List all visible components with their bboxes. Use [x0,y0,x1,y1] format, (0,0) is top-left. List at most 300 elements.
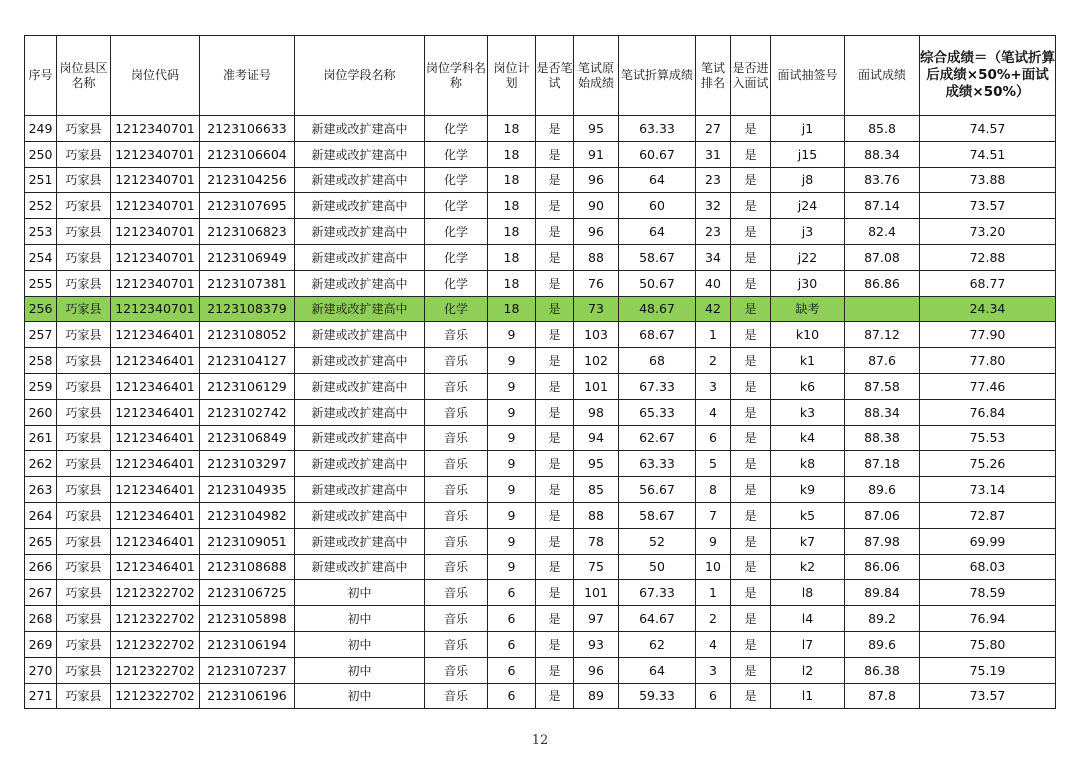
cell-post-code: 1212340701 [111,244,200,270]
cell-seq: 270 [25,657,57,683]
cell-written-rank: 23 [696,167,731,193]
cell-written-flag: 是 [536,373,574,399]
cell-written-converted: 67.33 [619,373,696,399]
cell-post-code: 1212346401 [111,554,200,580]
table-row [25,528,1056,554]
header-plan: 岗位计划 [488,36,536,116]
cell-total-score: 72.88 [920,244,1056,270]
cell-written-converted: 56.67 [619,477,696,503]
cell-county: 巧家县 [57,116,111,142]
cell-written-rank: 1 [696,580,731,606]
cell-draw-number: k7 [771,528,845,554]
cell-interview-score: 89.2 [845,606,920,632]
table-row [25,683,1056,709]
cell-interview-flag: 是 [731,219,771,245]
cell-county: 巧家县 [57,657,111,683]
cell-post-code: 1212322702 [111,631,200,657]
cell-county: 巧家县 [57,399,111,425]
cell-interview-flag: 是 [731,270,771,296]
cell-ticket-number: 2123102742 [200,399,295,425]
cell-plan: 9 [488,399,536,425]
cell-subject: 化学 [425,296,488,322]
cell-written-flag: 是 [536,477,574,503]
header-row [25,36,1056,116]
cell-written-rank: 8 [696,477,731,503]
cell-seq: 261 [25,425,57,451]
cell-total-score: 77.80 [920,348,1056,374]
cell-ticket-number: 2123104982 [200,502,295,528]
cell-interview-flag: 是 [731,502,771,528]
cell-post-code: 1212322702 [111,606,200,632]
cell-written-raw: 95 [574,451,619,477]
cell-seq: 267 [25,580,57,606]
cell-written-flag: 是 [536,167,574,193]
table-row [25,244,1056,270]
cell-draw-number: k9 [771,477,845,503]
cell-school-level: 初中 [295,631,425,657]
cell-written-converted: 68.67 [619,322,696,348]
cell-plan: 18 [488,116,536,142]
cell-written-rank: 23 [696,219,731,245]
cell-seq: 257 [25,322,57,348]
cell-written-raw: 94 [574,425,619,451]
cell-county: 巧家县 [57,348,111,374]
cell-written-converted: 50.67 [619,270,696,296]
cell-post-code: 1212340701 [111,296,200,322]
cell-ticket-number: 2123108052 [200,322,295,348]
cell-plan: 9 [488,425,536,451]
cell-county: 巧家县 [57,451,111,477]
header-written-converted: 笔试折算成绩 [619,36,696,116]
cell-draw-number: k5 [771,502,845,528]
results-table [24,35,1056,709]
header-written-raw: 笔试原始成绩 [574,36,619,116]
cell-ticket-number: 2123108688 [200,554,295,580]
cell-subject: 音乐 [425,477,488,503]
cell-written-converted: 64.67 [619,606,696,632]
cell-school-level: 初中 [295,580,425,606]
cell-written-converted: 67.33 [619,580,696,606]
cell-seq: 251 [25,167,57,193]
cell-written-raw: 78 [574,528,619,554]
cell-plan: 18 [488,193,536,219]
cell-draw-number: k6 [771,373,845,399]
cell-post-code: 1212322702 [111,683,200,709]
cell-seq: 250 [25,141,57,167]
cell-written-flag: 是 [536,270,574,296]
header-subject: 岗位学科名称 [425,36,488,116]
cell-total-score: 69.99 [920,528,1056,554]
cell-county: 巧家县 [57,606,111,632]
cell-written-rank: 6 [696,425,731,451]
table-row [25,425,1056,451]
cell-school-level: 初中 [295,683,425,709]
cell-plan: 6 [488,657,536,683]
cell-interview-flag: 是 [731,193,771,219]
cell-ticket-number: 2123107381 [200,270,295,296]
cell-plan: 18 [488,219,536,245]
header-total-score: 综合成绩＝（笔试折算后成绩×50%+面试成绩×50%） [920,36,1056,116]
cell-written-converted: 50 [619,554,696,580]
cell-post-code: 1212322702 [111,580,200,606]
table-row [25,116,1056,142]
cell-county: 巧家县 [57,141,111,167]
cell-written-rank: 40 [696,270,731,296]
cell-written-converted: 58.67 [619,244,696,270]
cell-school-level: 新建或改扩建高中 [295,141,425,167]
cell-written-converted: 64 [619,219,696,245]
cell-interview-flag: 是 [731,477,771,503]
cell-interview-flag: 是 [731,528,771,554]
cell-interview-score: 86.86 [845,270,920,296]
cell-seq: 260 [25,399,57,425]
cell-county: 巧家县 [57,244,111,270]
cell-draw-number: j8 [771,167,845,193]
cell-written-converted: 65.33 [619,399,696,425]
table-body [25,116,1056,709]
cell-interview-flag: 是 [731,399,771,425]
cell-written-raw: 93 [574,631,619,657]
cell-subject: 化学 [425,116,488,142]
cell-draw-number: l8 [771,580,845,606]
cell-written-flag: 是 [536,219,574,245]
cell-county: 巧家县 [57,528,111,554]
cell-school-level: 新建或改扩建高中 [295,116,425,142]
cell-draw-number: j3 [771,219,845,245]
table-row [25,141,1056,167]
cell-total-score: 73.88 [920,167,1056,193]
cell-written-raw: 102 [574,348,619,374]
cell-draw-number: k1 [771,348,845,374]
cell-written-rank: 1 [696,322,731,348]
table-row [25,296,1056,322]
cell-written-converted: 52 [619,528,696,554]
cell-plan: 18 [488,296,536,322]
cell-written-rank: 32 [696,193,731,219]
cell-draw-number: 缺考 [771,296,845,322]
cell-written-raw: 89 [574,683,619,709]
cell-school-level: 初中 [295,606,425,632]
cell-total-score: 68.03 [920,554,1056,580]
cell-post-code: 1212346401 [111,373,200,399]
cell-post-code: 1212346401 [111,322,200,348]
cell-written-raw: 73 [574,296,619,322]
cell-written-flag: 是 [536,606,574,632]
cell-school-level: 新建或改扩建高中 [295,502,425,528]
cell-ticket-number: 2123106949 [200,244,295,270]
cell-plan: 9 [488,502,536,528]
cell-seq: 271 [25,683,57,709]
cell-total-score: 73.57 [920,193,1056,219]
table-row [25,348,1056,374]
header-ticket-number: 准考证号 [200,36,295,116]
cell-written-converted: 62 [619,631,696,657]
table-row [25,502,1056,528]
cell-interview-flag: 是 [731,683,771,709]
cell-interview-flag: 是 [731,606,771,632]
cell-ticket-number: 2123106196 [200,683,295,709]
cell-seq: 254 [25,244,57,270]
cell-plan: 6 [488,631,536,657]
cell-post-code: 1212340701 [111,270,200,296]
cell-plan: 9 [488,554,536,580]
cell-ticket-number: 2123107237 [200,657,295,683]
cell-county: 巧家县 [57,270,111,296]
header-seq: 序号 [25,36,57,116]
cell-written-flag: 是 [536,683,574,709]
cell-draw-number: l7 [771,631,845,657]
cell-interview-flag: 是 [731,451,771,477]
table-row [25,606,1056,632]
cell-plan: 18 [488,244,536,270]
cell-written-raw: 96 [574,657,619,683]
cell-school-level: 新建或改扩建高中 [295,296,425,322]
cell-ticket-number: 2123104127 [200,348,295,374]
cell-written-flag: 是 [536,193,574,219]
cell-school-level: 新建或改扩建高中 [295,399,425,425]
cell-written-raw: 76 [574,270,619,296]
cell-school-level: 新建或改扩建高中 [295,348,425,374]
cell-subject: 音乐 [425,502,488,528]
cell-ticket-number: 2123106633 [200,116,295,142]
cell-school-level: 新建或改扩建高中 [295,193,425,219]
cell-written-flag: 是 [536,399,574,425]
cell-post-code: 1212340701 [111,141,200,167]
cell-written-flag: 是 [536,141,574,167]
cell-subject: 化学 [425,244,488,270]
cell-interview-flag: 是 [731,348,771,374]
cell-total-score: 68.77 [920,270,1056,296]
cell-subject: 音乐 [425,554,488,580]
cell-ticket-number: 2123107695 [200,193,295,219]
table-row [25,270,1056,296]
cell-draw-number: k4 [771,425,845,451]
cell-interview-flag: 是 [731,296,771,322]
cell-total-score: 73.14 [920,477,1056,503]
cell-draw-number: k3 [771,399,845,425]
cell-draw-number: j30 [771,270,845,296]
cell-draw-number: k8 [771,451,845,477]
cell-total-score: 75.80 [920,631,1056,657]
cell-seq: 256 [25,296,57,322]
cell-subject: 化学 [425,193,488,219]
cell-written-raw: 101 [574,373,619,399]
cell-draw-number: j15 [771,141,845,167]
cell-seq: 258 [25,348,57,374]
cell-interview-score: 87.14 [845,193,920,219]
cell-written-raw: 75 [574,554,619,580]
cell-ticket-number: 2123103297 [200,451,295,477]
cell-written-flag: 是 [536,322,574,348]
cell-subject: 音乐 [425,528,488,554]
cell-subject: 音乐 [425,606,488,632]
cell-county: 巧家县 [57,296,111,322]
cell-seq: 252 [25,193,57,219]
cell-written-converted: 62.67 [619,425,696,451]
cell-post-code: 1212346401 [111,348,200,374]
cell-written-raw: 95 [574,116,619,142]
cell-written-flag: 是 [536,451,574,477]
cell-subject: 化学 [425,219,488,245]
cell-interview-score: 87.6 [845,348,920,374]
cell-subject: 化学 [425,167,488,193]
cell-written-converted: 63.33 [619,116,696,142]
cell-post-code: 1212346401 [111,528,200,554]
cell-written-converted: 60 [619,193,696,219]
cell-ticket-number: 2123108379 [200,296,295,322]
cell-county: 巧家县 [57,683,111,709]
cell-subject: 音乐 [425,580,488,606]
cell-seq: 259 [25,373,57,399]
cell-interview-score: 87.12 [845,322,920,348]
cell-interview-score: 89.84 [845,580,920,606]
cell-ticket-number: 2123106725 [200,580,295,606]
cell-written-flag: 是 [536,657,574,683]
cell-interview-flag: 是 [731,141,771,167]
cell-subject: 音乐 [425,425,488,451]
cell-written-rank: 10 [696,554,731,580]
cell-written-raw: 98 [574,399,619,425]
cell-interview-flag: 是 [731,322,771,348]
table-row [25,399,1056,425]
cell-ticket-number: 2123106194 [200,631,295,657]
header-interview-flag: 是否进入面试 [731,36,771,116]
cell-school-level: 新建或改扩建高中 [295,270,425,296]
cell-plan: 9 [488,322,536,348]
cell-school-level: 新建或改扩建高中 [295,554,425,580]
header-post-code: 岗位代码 [111,36,200,116]
cell-post-code: 1212340701 [111,116,200,142]
cell-county: 巧家县 [57,322,111,348]
cell-subject: 音乐 [425,631,488,657]
cell-written-flag: 是 [536,554,574,580]
cell-ticket-number: 2123106849 [200,425,295,451]
cell-interview-score: 87.58 [845,373,920,399]
cell-draw-number: k2 [771,554,845,580]
cell-written-raw: 96 [574,167,619,193]
cell-interview-score: 87.08 [845,244,920,270]
cell-written-rank: 3 [696,373,731,399]
cell-written-converted: 59.33 [619,683,696,709]
cell-interview-score: 87.8 [845,683,920,709]
cell-total-score: 74.57 [920,116,1056,142]
table-row [25,322,1056,348]
cell-seq: 263 [25,477,57,503]
cell-county: 巧家县 [57,193,111,219]
cell-written-flag: 是 [536,580,574,606]
cell-written-rank: 6 [696,683,731,709]
cell-school-level: 新建或改扩建高中 [295,477,425,503]
cell-ticket-number: 2123106823 [200,219,295,245]
table-row [25,580,1056,606]
cell-seq: 264 [25,502,57,528]
cell-draw-number: j22 [771,244,845,270]
cell-written-rank: 7 [696,502,731,528]
cell-total-score: 75.53 [920,425,1056,451]
cell-subject: 音乐 [425,399,488,425]
cell-written-rank: 27 [696,116,731,142]
cell-post-code: 1212346401 [111,502,200,528]
cell-total-score: 74.51 [920,141,1056,167]
header-interview-score: 面试成绩 [845,36,920,116]
cell-county: 巧家县 [57,425,111,451]
cell-post-code: 1212346401 [111,425,200,451]
cell-written-flag: 是 [536,348,574,374]
table-header [25,36,1056,116]
cell-total-score: 24.34 [920,296,1056,322]
cell-interview-flag: 是 [731,425,771,451]
table-row [25,373,1056,399]
cell-interview-score: 82.4 [845,219,920,245]
cell-subject: 音乐 [425,322,488,348]
cell-school-level: 初中 [295,657,425,683]
cell-plan: 9 [488,451,536,477]
cell-written-converted: 64 [619,657,696,683]
cell-interview-score: 89.6 [845,477,920,503]
cell-written-raw: 90 [574,193,619,219]
cell-seq: 265 [25,528,57,554]
cell-written-rank: 4 [696,399,731,425]
cell-seq: 269 [25,631,57,657]
cell-written-rank: 2 [696,606,731,632]
cell-written-raw: 85 [574,477,619,503]
cell-total-score: 77.46 [920,373,1056,399]
cell-plan: 6 [488,580,536,606]
cell-written-converted: 63.33 [619,451,696,477]
cell-written-raw: 101 [574,580,619,606]
cell-interview-score: 86.38 [845,657,920,683]
cell-ticket-number: 2123104256 [200,167,295,193]
page-number: 12 [531,733,549,748]
cell-total-score: 76.84 [920,399,1056,425]
cell-draw-number: j24 [771,193,845,219]
cell-subject: 音乐 [425,348,488,374]
table-row [25,477,1056,503]
cell-school-level: 新建或改扩建高中 [295,451,425,477]
cell-total-score: 75.19 [920,657,1056,683]
cell-written-flag: 是 [536,502,574,528]
cell-draw-number: l4 [771,606,845,632]
cell-seq: 253 [25,219,57,245]
cell-subject: 化学 [425,270,488,296]
cell-ticket-number: 2123105898 [200,606,295,632]
cell-written-converted: 60.67 [619,141,696,167]
cell-seq: 262 [25,451,57,477]
cell-school-level: 新建或改扩建高中 [295,167,425,193]
cell-total-score: 73.20 [920,219,1056,245]
cell-seq: 249 [25,116,57,142]
cell-interview-flag: 是 [731,116,771,142]
cell-ticket-number: 2123106604 [200,141,295,167]
header-written-rank: 笔试排名 [696,36,731,116]
cell-written-flag: 是 [536,631,574,657]
cell-interview-score: 89.6 [845,631,920,657]
cell-interview-flag: 是 [731,631,771,657]
table-row [25,554,1056,580]
cell-written-converted: 64 [619,167,696,193]
cell-plan: 6 [488,606,536,632]
cell-total-score: 72.87 [920,502,1056,528]
cell-draw-number: l2 [771,657,845,683]
cell-interview-flag: 是 [731,554,771,580]
cell-written-rank: 31 [696,141,731,167]
cell-written-raw: 96 [574,219,619,245]
cell-plan: 9 [488,373,536,399]
cell-written-flag: 是 [536,296,574,322]
cell-plan: 6 [488,683,536,709]
cell-total-score: 76.94 [920,606,1056,632]
cell-draw-number: l1 [771,683,845,709]
